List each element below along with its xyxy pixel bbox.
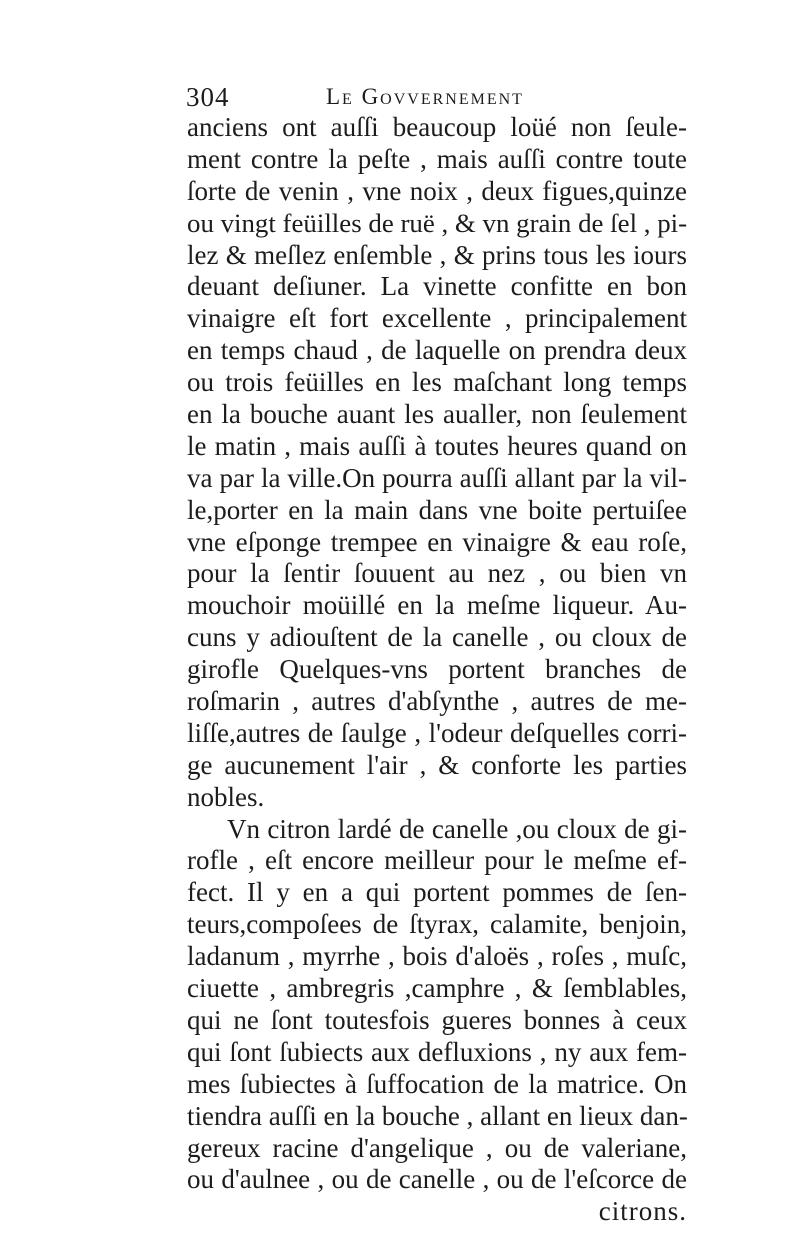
page-number: 304 xyxy=(186,82,230,112)
text-line: ladanum , myrrhe , bois d'aloës , roſes , muſc, xyxy=(187,941,687,972)
text-line: girofle Quelques-vns portent branches de xyxy=(187,654,687,685)
text-line: vne eſponge trempee en vinaigre & eau roſe, xyxy=(187,526,687,557)
text-line: en temps chaud , de laquelle on prendra deux xyxy=(187,335,687,366)
text-line: teurs,compoſees de ſtyrax, calamite, benjoin, xyxy=(187,909,687,940)
text-line: va par la ville.On pourra auſſi allant par la vil- xyxy=(187,462,687,493)
catchword: citrons. xyxy=(598,1196,687,1227)
text-line: pour la ſentir ſouuent au nez , ou bien vn xyxy=(187,558,687,589)
text-line: ciuette , ambregris ,camphre , & ſemblables, xyxy=(187,973,687,1004)
running-title: Le Govvernement xyxy=(326,84,524,109)
paragraph-start-line: Vn citron lardé de canelle ,ou cloux de gi- xyxy=(227,813,687,844)
text-line: en la bouche auant les aualler, non ſeulement xyxy=(187,399,687,430)
text-line: tiendra auſſi en la bouche , allant en lieux dan- xyxy=(187,1100,688,1131)
paragraph-end-line: nobles. xyxy=(187,781,265,812)
text-line: cuns y adiouſtent de la canelle , ou cloux de xyxy=(187,622,687,653)
text-line: ment contre la peſte , mais auſſi contre toute xyxy=(187,143,687,174)
body-text xyxy=(187,112,687,1228)
text-line: ge aucunement l'air , & conforte les parties xyxy=(187,749,687,780)
text-line: ou d'aulnee , ou de canelle , ou de l'eſcorce de xyxy=(187,1164,687,1195)
text-line: vinaigre eſt fort excellente , principalement xyxy=(187,303,687,334)
text-line: qui ne ſont toutesfois gueres bonnes à ceux xyxy=(187,1004,687,1035)
text-line: rofle , eſt encore meilleur pour le meſme ef- xyxy=(187,845,687,876)
text-line: mouchoir moüillé en la meſme liqueur. Au- xyxy=(187,590,687,621)
text-line: fect. Il y en a qui portent pommes de ſen- xyxy=(187,877,687,908)
text-line: le matin , mais auſſi à toutes heures quand on xyxy=(187,430,687,461)
text-line: ou vingt feüilles de ruë , & vn grain de ſel , pi- xyxy=(187,207,688,238)
text-line: ſorte de venin , vne noix , deux figues,quinze xyxy=(187,175,687,206)
text-line: anciens ont auſſi beaucoup loüé non ſeule- xyxy=(187,112,687,142)
text-line: lez & meſlez enſemble , & prins tous les iours xyxy=(187,239,687,270)
text-line: qui ſont ſubiects aux defluxions , ny aux fem- xyxy=(187,1036,687,1067)
text-line: gereux racine d'angelique , ou de valeriane, xyxy=(187,1132,687,1163)
text-line: deuant deſiuner. La vinette confitte en bon xyxy=(187,271,687,302)
text-line: ou trois feüilles en les maſchant long temps xyxy=(187,367,687,398)
text-line: mes ſubiectes à ſuffocation de la matrice. On xyxy=(187,1068,687,1099)
text-line: liſſe,autres de ſaulge , l'odeur deſquelles corri- xyxy=(187,717,687,748)
text-line: le,porter en la main dans vne boite pertuiſee xyxy=(187,494,687,525)
text-line: roſmarin , autres d'abſynthe , autres de me- xyxy=(187,686,687,717)
